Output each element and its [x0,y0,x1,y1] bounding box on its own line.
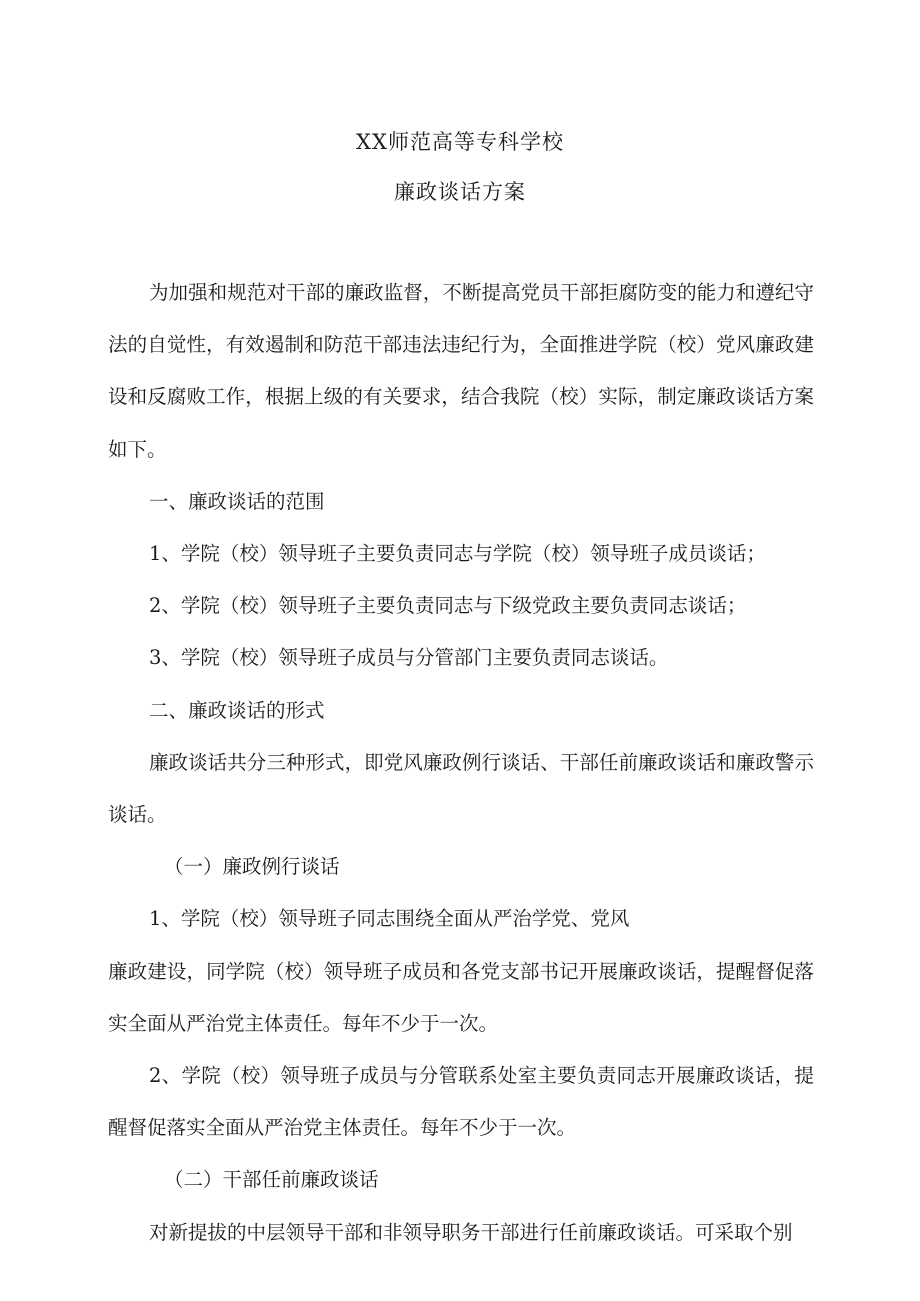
scope-item-1: 1、学院（校）领导班子主要负责同志与学院（校）领导班子成员谈话； [149,542,766,566]
intro-paragraph: 为加强和规范对干部的廉政监督，不断提高党员干部拒腐防变的能力和遵纪守法的自觉性，有效遏制和防范干部违法违纪行为，全面推进学院（校）党风廉政建设和反腐败工作，根据上级的有关要求，结合我院（校）实际，制定廉政谈话方案如下。 [108,281,814,461]
subsection-heading-preappointment: （二）干部任前廉政谈话 [164,1168,379,1192]
routine-item-1-continued: 廉政建设，同学院（校）领导班子成员和各党支部书记开展廉政谈话，提醒督促落实全面从严治党主体责任。每年不少于一次。 [108,959,814,1035]
document-body [108,267,814,1259]
routine-item-2: 2、学院（校）领导班子成员与分管联系处室主要负责同志开展廉政谈话，提醒督促落实全面从严治党主体责任。每年不少于一次。 [108,1064,814,1140]
scope-item-3: 3、学院（校）领导班子成员与分管部门主要负责同志谈话。 [149,646,669,670]
document-subtitle: 廉政谈话方案 [394,180,526,204]
section-heading-form: 二、廉政谈话的形式 [149,698,325,722]
subsection-heading-routine: （一）廉政例行谈话 [164,855,340,879]
section-heading-scope: 一、廉政谈话的范围 [149,489,325,513]
scope-item-2: 2、学院（校）领导班子主要负责同志与下级党政主要负责同志谈话； [149,594,747,618]
preappointment-paragraph: 对新提拔的中层领导干部和非领导职务干部进行任前廉政谈话。可采取个别 [149,1220,793,1244]
document-title: XX师范高等专科学校 [356,130,564,154]
form-paragraph: 廉政谈话共分三种形式，即党风廉政例行谈话、干部任前廉政谈话和廉政警示谈话。 [108,750,814,827]
routine-item-1: 1、学院（校）领导班子同志围绕全面从严治学党、党风 [149,907,630,931]
